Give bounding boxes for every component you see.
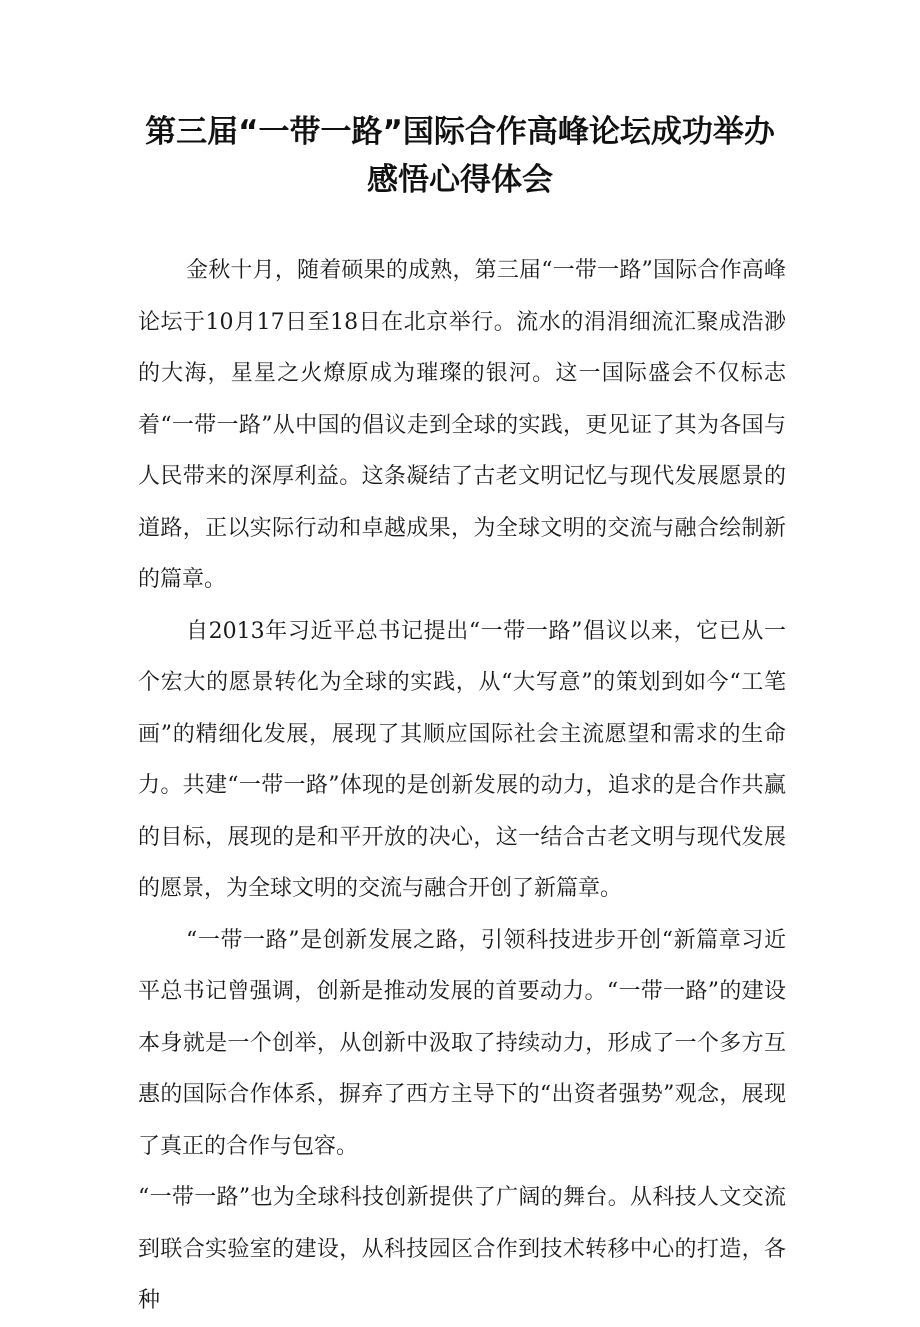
- document-title-line-2: 感悟心得体会: [367, 162, 553, 198]
- document-title-line-1: 第三届“一带一路”国际合作高峰论坛成功举办: [145, 114, 775, 150]
- document-body: [138, 245, 786, 1327]
- paragraph-1: 金秋十月，随着硕果的成熟，第三届“一带一路”国际合作高峰论坛于10月17日至18日在北京举行。流水的涓涓细流汇聚成浩渺的大海，星星之火燎原成为璀璨的银河。这一国际盛会不仅标志着“一带一路”从中国的倡议走到全球的实践，更见证了其为各国与人民带来的深厚利益。这条凝结了古老文明记忆与现代发展愿景的道路，正以实际行动和卓越成果，为全球文明的交流与融合绘制新的篇章。: [138, 258, 786, 592]
- paragraph-4: “一带一路”也为全球科技创新提供了广阔的舞台。从科技人文交流到联合实验室的建设，从科技园区合作到技术转移中心的打造，各种: [138, 1185, 786, 1313]
- paragraph-2: 自2013年习近平总书记提出“一带一路”倡议以来，它已从一个宏大的愿景转化为全球的实践，从“大写意”的策划到如今“工笔画”的精细化发展，展现了其顺应国际社会主流愿望和需求的生命力。共建“一带一路”体现的是创新发展的动力，追求的是合作共赢的目标，展现的是和平开放的决心，这一结合古老文明与现代发展的愿景，为全球文明的交流与融合开创了新篇章。: [138, 618, 786, 901]
- paragraph-3: “一带一路”是创新发展之路，引领科技进步开创“新篇章习近平总书记曾强调，创新是推动发展的首要动力。“一带一路”的建设本身就是一个创举，从创新中汲取了持续动力，形成了一个多方互惠的国际合作体系，摒弃了西方主导下的“出资者强势”观念，展现了真正的合作与包容。: [138, 927, 786, 1159]
